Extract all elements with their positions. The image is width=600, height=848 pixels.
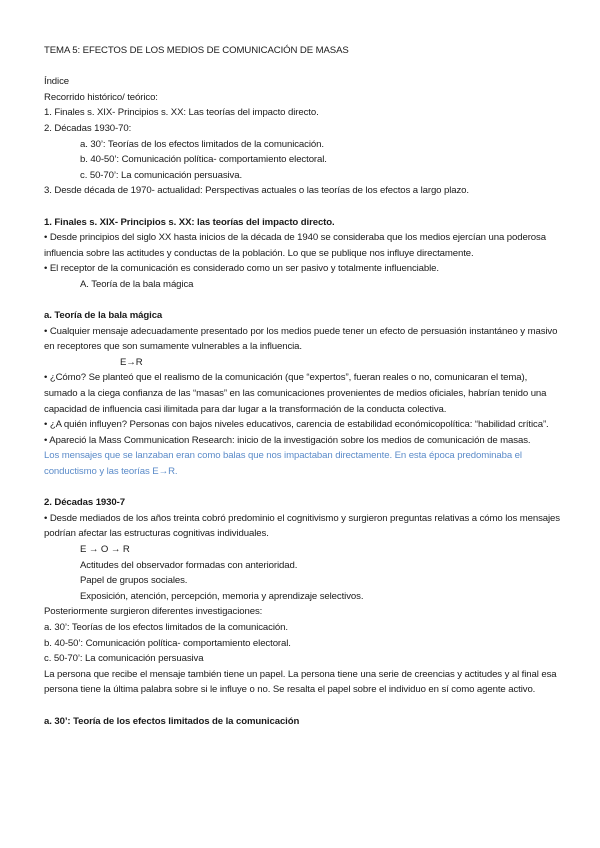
section-1-heading: 1. Finales s. XIX- Principios s. XX: las teorías del impacto directo. [44,216,335,228]
section-a-bullet-1: • Cualquier mensaje adecuadamente presentado por los medios puede tener un efecto de persuasión instantáneo y masivo en receptores que son sumamente vulnerables a la influencia. [44,325,558,353]
section-2-formula-item-3: Exposición, atención, percepción, memoria y aprendizaje selectivos. [80,590,364,602]
section-2-formula: E → O → R [80,544,130,555]
section-2-formula-item-2: Papel de grupos sociales. [80,575,188,587]
section-1-bullet-2: • El receptor de la comunicación es considerado como un ser pasivo y totalmente influenciable. [44,263,439,275]
section-a-bullet-3: • ¿A quién influyen? Personas con bajos niveles educativos, carencia de estabilidad económicopolítica: “habilidad crítica”. [44,419,549,431]
index-item-2: 2. Décadas 1930-70: [44,122,132,134]
section-a-bullet-2: • ¿Cómo? Se planteó que el realismo de la comunicación (que “expertos”, fueran reales o no, comunicaran el tema), sumado a la ciega confianza de las “masas” en las comunicaciones provenientes de medios oficiales, habrían tenido una capacidad de influencia casi ilimitada para dar lugar a la transformación de la conducta colectiva. [44,372,547,415]
index-item-2c: c. 50-70’: La comunicación persuasiva. [80,169,243,181]
section-a-heading: a. Teoría de la bala mágica [44,310,163,322]
section-2a-heading: a. 30’: Teoría de los efectos limitados de la comunicación [44,715,300,727]
section-a-note: Los mensajes que se lanzaban eran como balas que nos impactaban directamente. En esta época predominaba el conductismo y las teorías E→R. [44,450,522,478]
section-1-subitem: A. Teoría de la bala mágica [80,278,194,290]
section-2-heading: 2. Décadas 1930-7 [44,497,125,509]
section-1-bullet-1: • Desde principios del siglo XX hasta inicios de la década de 1940 se consideraba que los medios ejercían una poderosa influencia sobre las actitudes y conductas de la población. Lo que se publique nos influye directamente. [44,232,546,259]
section-2-formula-item-1: Actitudes del observador formadas con anterioridad. [80,559,298,571]
section-2-paragraph: La persona que recibe el mensaje también tiene un papel. La persona tiene una serie de creencias y actitudes y al final esa persona tiene la última palabra sobre si le influye o no. Se resalta el papel sobre el individuo en sí como agente activo. [44,668,557,696]
index-subheading: Recorrido histórico/ teórico: [44,91,158,103]
section-a-bullet-4: • Apareció la Mass Communication Research: inicio de la investigación sobre los medios de comunicación de masas. [44,434,531,446]
section-2-item-a: a. 30’: Teorías de los efectos limitados de la comunicación. [44,621,288,633]
index-item-2a: a. 30’: Teorías de los efectos limitados de la comunicación. [80,138,324,150]
document-title: TEMA 5: EFECTOS DE LOS MEDIOS DE COMUNICACIÓN DE MASAS [44,45,349,56]
section-2-item-b: b. 40-50’: Comunicación política- comportamiento electoral. [44,637,291,649]
index-item-3: 3. Desde década de 1970- actualidad: Perspectivas actuales o las teorías de los efectos a largo plazo. [44,185,469,197]
index-heading: Índice [44,76,70,88]
section-2-item-c: c. 50-70’: La comunicación persuasiva [44,653,204,665]
section-2-later: Posteriormente surgieron diferentes investigaciones: [44,606,263,618]
section-2-bullet-1: • Desde mediados de los años treinta cobró predominio el cognitivismo y surgieron preguntas relativas a cómo los mensajes podrían afectar las estructuras cognitivas individuales. [44,512,560,540]
index-item-2b: b. 40-50’: Comunicación política- comportamiento electoral. [80,154,327,166]
section-a-formula: E→R [120,356,143,368]
index-item-1: 1. Finales s. XIX- Principios s. XX: Las teorías del impacto directo. [44,107,319,119]
document-body [44,43,560,729]
